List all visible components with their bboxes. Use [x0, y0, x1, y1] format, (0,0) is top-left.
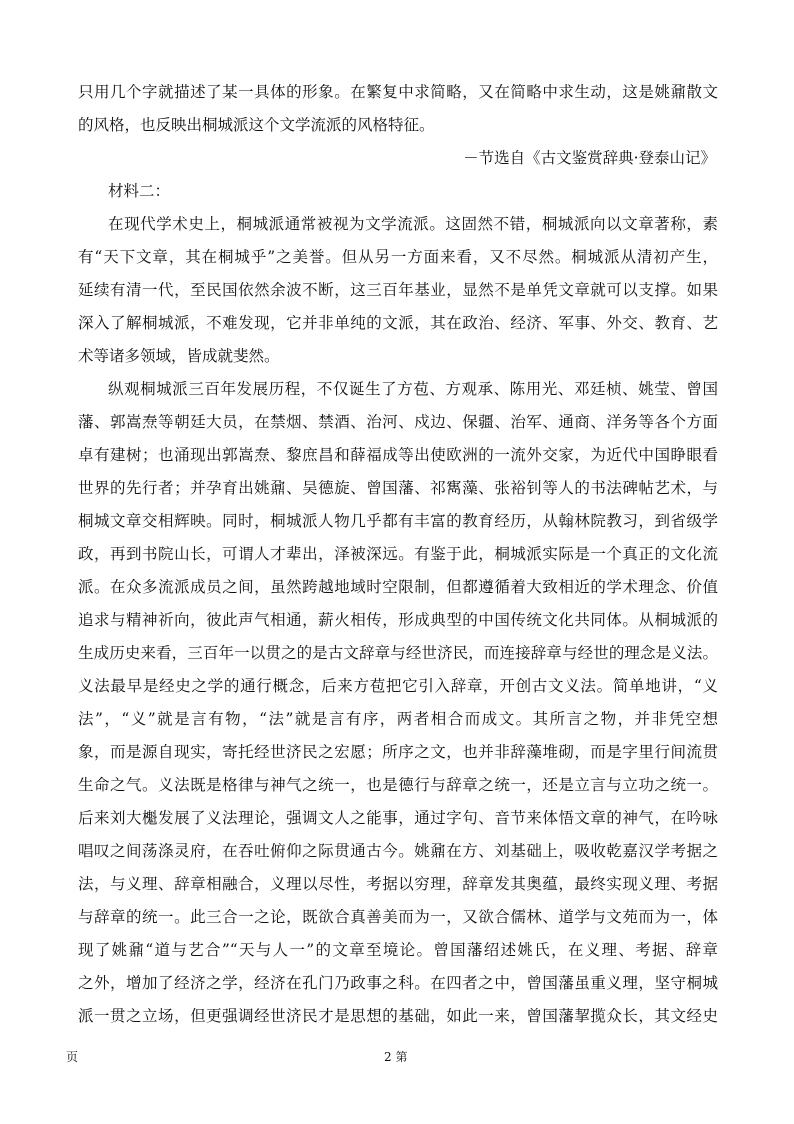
paragraph2-line: 象，而是源自现实，寄托经世济民之宏愿；所序之文，也并非辞藻堆砌，而是字里行间流贯	[78, 743, 718, 761]
footer-page-number: 2 第	[384, 1050, 408, 1064]
paragraph2-line: 唱叹之间荡涤灵府，在吞吐俯仰之际贯通古今。姚鼐在方、刘基础上，吸收乾嘉汉学考据之	[78, 842, 718, 860]
paragraph2-line: 后来刘大櫆发展了义法理论，强调文人之能事，通过字句、音节来体悟文章的神气，在吟咏	[78, 809, 718, 827]
intro-line-1: 只用几个字就描述了某一具体的形象。在繁复中求简略，又在简略中求生动，这是姚鼐散文	[78, 83, 718, 101]
source-citation: －节选自《古文鉴赏辞典·登泰山记》	[463, 149, 716, 167]
paragraph2-line: 追求与精神祈向，彼此声气相通，薪火相传，形成典型的中国传统文化共同体。从桐城派的	[78, 611, 718, 629]
footer-page-label: 页	[66, 1050, 79, 1064]
paragraph2-line: 世界的先行者；并孕育出姚鼐、吴德旋、曾国藩、祁寯藻、张裕钊等人的书法碑帖艺术，与	[78, 479, 718, 497]
paragraph2-line: 义法最早是经史之学的通行概念，后来方苞把它引入辞章，开创古文义法。简单地讲，“义	[78, 677, 718, 695]
paragraph1-line: 在现代学术史上，桐城派通常被视为文学流派。这固然不错，桐城派向以文章著称，素	[108, 215, 718, 233]
paragraph2-line: 法”，“义”就是言有物，“法”就是言有序，两者相合而成文。其所言之物，并非凭空想	[78, 710, 718, 728]
paragraph1-line: 术等诸多领域，皆成就斐然。	[78, 347, 280, 365]
intro-line-2: 的风格，也反映出桐城派这个文学流派的风格特征。	[78, 116, 435, 134]
paragraph1-line: 深入了解桐城派，不难发现，它并非单纯的文派，其在政治、经济、军事、外交、教育、艺	[78, 314, 718, 332]
paragraph1-line: 延续有清一代，至民国依然余波不断，这三百年基业，显然不是单凭文章就可以支撑。如果	[78, 281, 718, 299]
paragraph2-line: 生命之气。义法既是格律与神气之统一，也是德行与辞章之统一，还是立言与立功之统一。	[78, 776, 718, 794]
paragraph2-line: 派。在众多流派成员之间，虽然跨越地域时空限制，但都遵循着大致相近的学术理念、价值	[78, 578, 718, 596]
paragraph2-line: 现了姚鼐“道与艺合”“天与人一”的文章至境论。曾国藩绍述姚氏，在义理、考据、辞章	[78, 941, 718, 959]
paragraph2-line: 藩、郭嵩焘等朝廷大员，在禁烟、禁酒、治河、戍边、保疆、治军、通商、洋务等各个方面	[78, 413, 718, 431]
paragraph2-line: 与辞章的统一。此三合一之论，既欲合真善美而为一，又欲合儒林、道学与文苑而为一，体	[78, 908, 718, 926]
paragraph2-line: 卓有建树；也涌现出郭嵩焘、黎庶昌和薛福成等出使欧洲的一流外交家，为近代中国睁眼看	[78, 446, 718, 464]
paragraph1-line: 有“天下文章，其在桐城乎”之美誉。但从另一方面来看，又不尽然。桐城派从清初产生，	[78, 248, 718, 266]
paragraph2-line: 派一贯之立场，但更强调经世济民才是思想的基础，如此一来，曾国藩挈揽众长，其文经史	[78, 1007, 718, 1025]
paragraph2-line: 桐城文章交相辉映。同时，桐城派人物几乎都有丰富的教育经历，从翰林院教习，到省级学	[78, 512, 718, 530]
material-heading: 材料二：	[108, 182, 171, 200]
paragraph2-line: 之外，增加了经济之学，经济在孔门乃政事之科。在四者之中，曾国藩虽重义理，坚守桐城	[78, 974, 718, 992]
paragraph2-line: 生成历史来看，三百年一以贯之的是古文辞章与经世济民，而连接辞章与经世的理念是义法。	[78, 644, 718, 662]
paragraph2-line: 纵观桐城派三百年发展历程，不仅诞生了方苞、方观承、陈用光、邓廷桢、姚莹、曾国	[108, 380, 718, 398]
paragraph2-line: 政，再到书院山长，可谓人才辈出，泽被深远。有鉴于此，桐城派实际是一个真正的文化流	[78, 545, 718, 563]
paragraph2-line: 法，与义理、辞章相融合，义理以尽性，考据以穷理，辞章发其奥蕴，最终实现义理、考据	[78, 875, 718, 893]
